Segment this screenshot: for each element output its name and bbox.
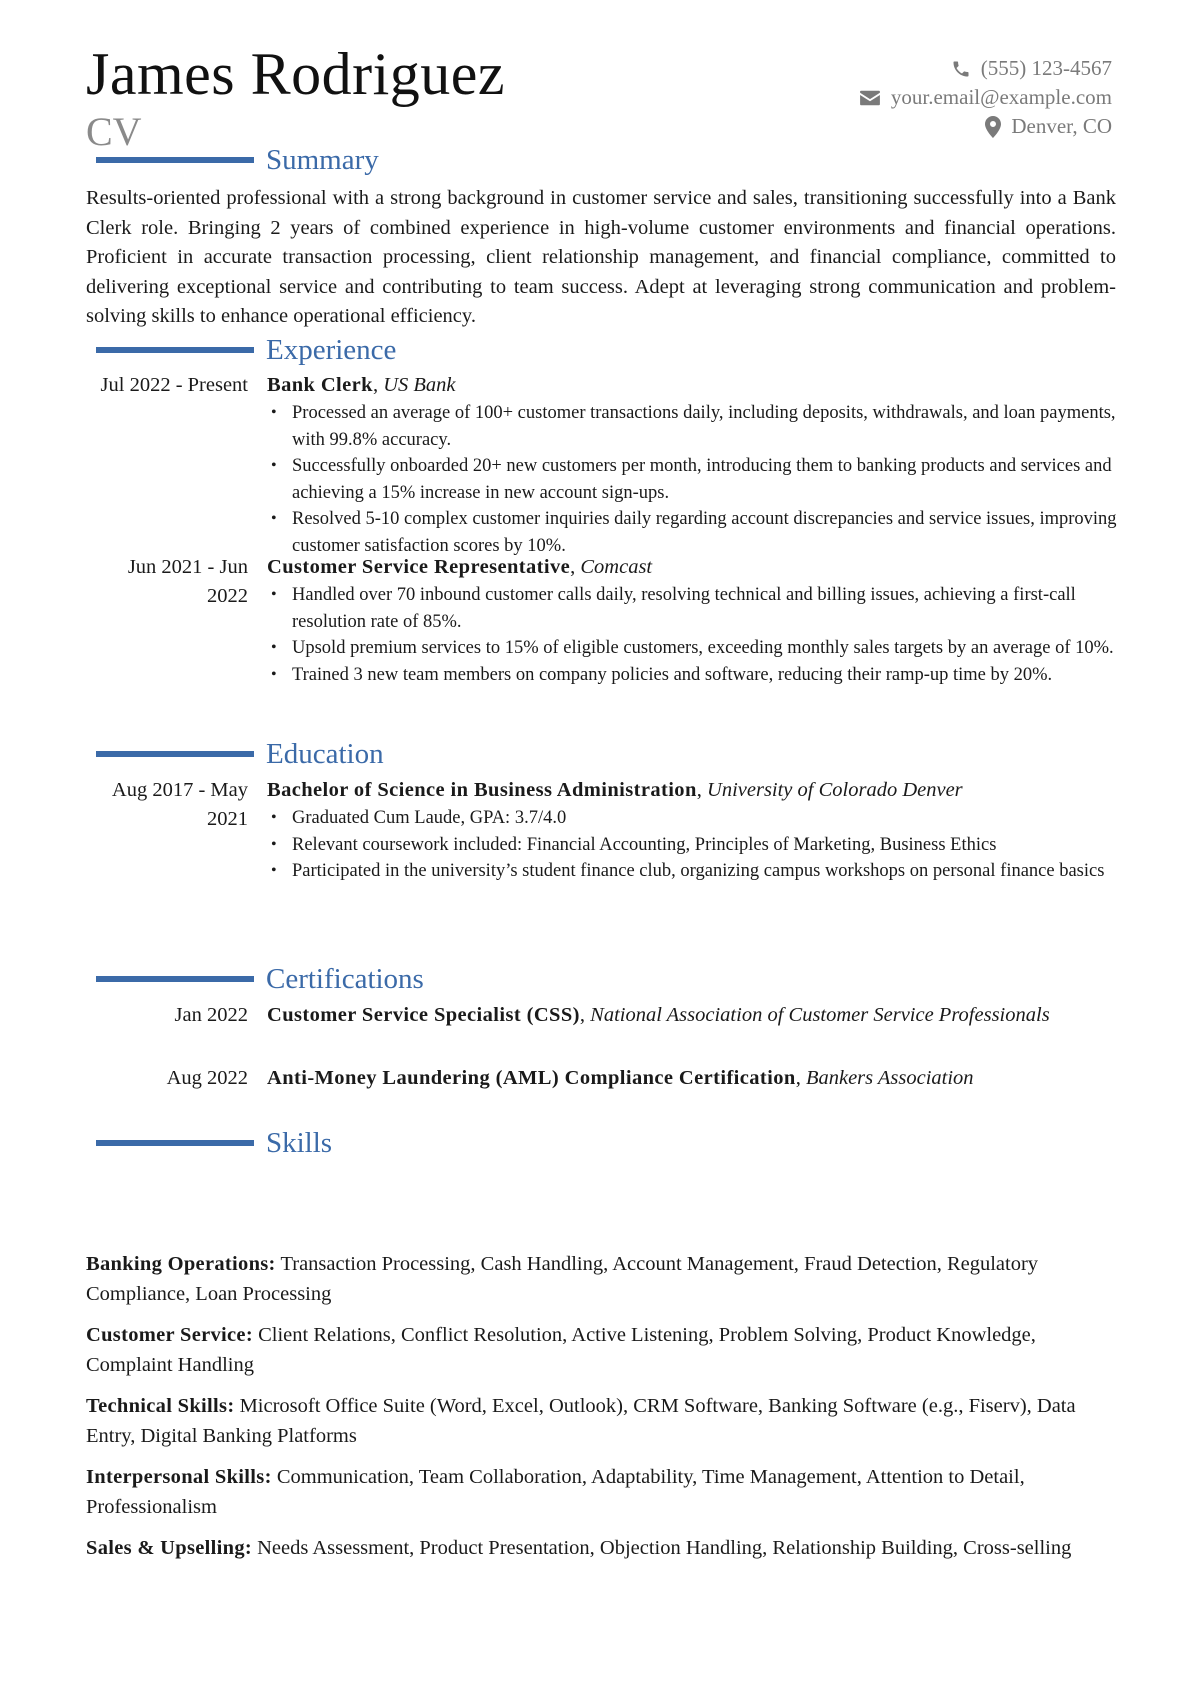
location-text: Denver, CO: [1011, 114, 1112, 138]
map-marker-icon: [985, 116, 1001, 138]
envelope-icon: [859, 89, 881, 107]
entry-organization: National Association of Customer Service Professionals: [590, 1004, 1050, 1026]
entry-body: [267, 553, 1122, 688]
section-header-experience: [96, 333, 1096, 367]
skill-item: [86, 1534, 1116, 1564]
entry-title: Customer Service Specialist (CSS): [267, 1004, 580, 1026]
skill-values: Transaction Processing, Cash Handling, Account Management, Fraud Detection, Regulatory Compliance, Loan Processing: [86, 1253, 1039, 1305]
section-header-summary: [96, 143, 1096, 177]
entry-date: Jun 2021 - Jun 2022: [127, 556, 248, 607]
entry-heading: Customer Service Specialist (CSS), National Association of Customer Service Professionals: [267, 1004, 1050, 1026]
list-item: • Graduated Cum Laude, GPA: 3.7/4.0: [267, 805, 1122, 832]
document-type: CV: [86, 109, 142, 154]
entry-title: Bachelor of Science in Business Administration: [267, 779, 697, 801]
skill-item: [86, 1321, 1116, 1380]
skill-category: Interpersonal Skills:: [86, 1466, 272, 1488]
entry-body: [267, 776, 1122, 885]
entry-organization: US Bank: [383, 374, 456, 396]
list-item: • Successfully onboarded 20+ new customers per month, introducing them to banking products and services and achieving a 15% increase in new account sign-ups.: [267, 453, 1122, 506]
skill-values: Communication, Team Collaboration, Adaptability, Time Management, Attention to Detail, Professionalism: [86, 1466, 1025, 1518]
section-accent-bar: [96, 976, 254, 982]
list-item: • Participated in the university’s student finance club, organizing campus workshops on personal finance basics: [267, 858, 1122, 885]
list-item: • Relevant coursework included: Financial Accounting, Principles of Marketing, Business Ethics: [267, 832, 1122, 859]
bullet-list: [267, 805, 1122, 885]
section-header-education: [96, 737, 1096, 771]
person-name: James Rodriguez: [86, 41, 506, 107]
contact-block: [859, 54, 1112, 141]
list-item: • Resolved 5-10 complex customer inquiries daily regarding account discrepancies and service issues, improving customer satisfaction scores by 10%.: [267, 506, 1122, 559]
phone-icon: [951, 59, 971, 79]
section-title: Education: [266, 738, 384, 770]
section-title: Skills: [266, 1127, 333, 1159]
entry-heading: Bank Clerk, US Bank: [267, 374, 456, 396]
contact-email: [859, 83, 1112, 112]
contact-phone: [859, 54, 1112, 83]
entry-title: Anti-Money Laundering (AML) Compliance Certification: [267, 1067, 796, 1089]
entry-organization: Bankers Association: [805, 1067, 974, 1089]
skill-values: Client Relations, Conflict Resolution, Active Listening, Problem Solving, Product Knowledge, Complaint Handling: [86, 1324, 1036, 1376]
entry-heading: Anti-Money Laundering (AML) Compliance Certification, Bankers Association: [267, 1067, 974, 1089]
phone-text[interactable]: (555) 123-4567: [980, 56, 1112, 80]
bullet-list: [267, 582, 1122, 688]
section-accent-bar: [96, 347, 254, 353]
section-title: Summary: [266, 144, 379, 176]
contact-location: [859, 112, 1112, 141]
section-header-certifications: [96, 962, 1096, 996]
list-item: • Handled over 70 inbound customer calls daily, resolving technical and billing issues, achieving a first-call resolution rate of 85%.: [267, 582, 1122, 635]
skill-category: Technical Skills:: [86, 1395, 235, 1417]
section-accent-bar: [96, 1140, 254, 1146]
entry-date: Aug 2022: [166, 1067, 248, 1089]
section-accent-bar: [96, 157, 254, 163]
email-text[interactable]: your.email@example.com: [890, 85, 1112, 109]
section-title: Experience: [266, 334, 397, 366]
entry-organization: University of Colorado Denver: [707, 779, 963, 801]
entry-title: Customer Service Representative: [267, 556, 571, 578]
skills-list: [86, 1250, 1116, 1576]
list-item: • Processed an average of 100+ customer transactions daily, including deposits, withdrawals, and loan payments, with 99.8% accuracy.: [267, 400, 1122, 453]
skill-category: Sales & Upselling:: [86, 1537, 252, 1559]
entry-body: [267, 371, 1122, 559]
bullet-list: [267, 400, 1122, 559]
section-title: Certifications: [266, 963, 424, 995]
entry-organization: Comcast: [580, 556, 653, 578]
section-header-skills: [96, 1126, 1096, 1160]
entry-body: [267, 1064, 1122, 1093]
skill-item: [86, 1250, 1116, 1309]
entry-date: Jan 2022: [174, 1004, 248, 1026]
skill-item: [86, 1392, 1116, 1451]
skill-category: Banking Operations:: [86, 1253, 276, 1275]
entry-date: Jul 2022 - Present: [100, 374, 248, 396]
skill-category: Customer Service:: [86, 1324, 253, 1346]
section-accent-bar: [96, 751, 254, 757]
summary-text: Results-oriented professional with a strong background in customer service and sales, transitioning successfully into a Bank Clerk role. Bringing 2 years of combined experience in high-volume customer environments and financial operations. Proficient in accurate transaction processing, client relationship management, and financial compliance, committed to delivering exceptional service and contributing to team success. Adept at leveraging strong communication and problem-solving skills to enhance operational efficiency.: [86, 187, 1116, 327]
skill-item: [86, 1463, 1116, 1522]
entry-heading: Customer Service Representative, Comcast: [267, 556, 653, 578]
skill-values: Microsoft Office Suite (Word, Excel, Outlook), CRM Software, Banking Software (e.g., Fiserv), Data Entry, Digital Banking Platforms: [86, 1395, 1076, 1447]
entry-heading: Bachelor of Science in Business Administration, University of Colorado Denver: [267, 779, 963, 801]
entry-date: Aug 2017 - May 2021: [111, 779, 248, 830]
skill-values: Needs Assessment, Product Presentation, Objection Handling, Relationship Building, Cross-selling: [257, 1537, 1072, 1559]
entry-title: Bank Clerk: [267, 374, 373, 396]
entry-body: [267, 1001, 1122, 1030]
list-item: • Upsold premium services to 15% of eligible customers, exceeding monthly sales targets by an average of 10%.: [267, 635, 1122, 662]
list-item: • Trained 3 new team members on company policies and software, reducing their ramp-up time by 20%.: [267, 662, 1122, 689]
